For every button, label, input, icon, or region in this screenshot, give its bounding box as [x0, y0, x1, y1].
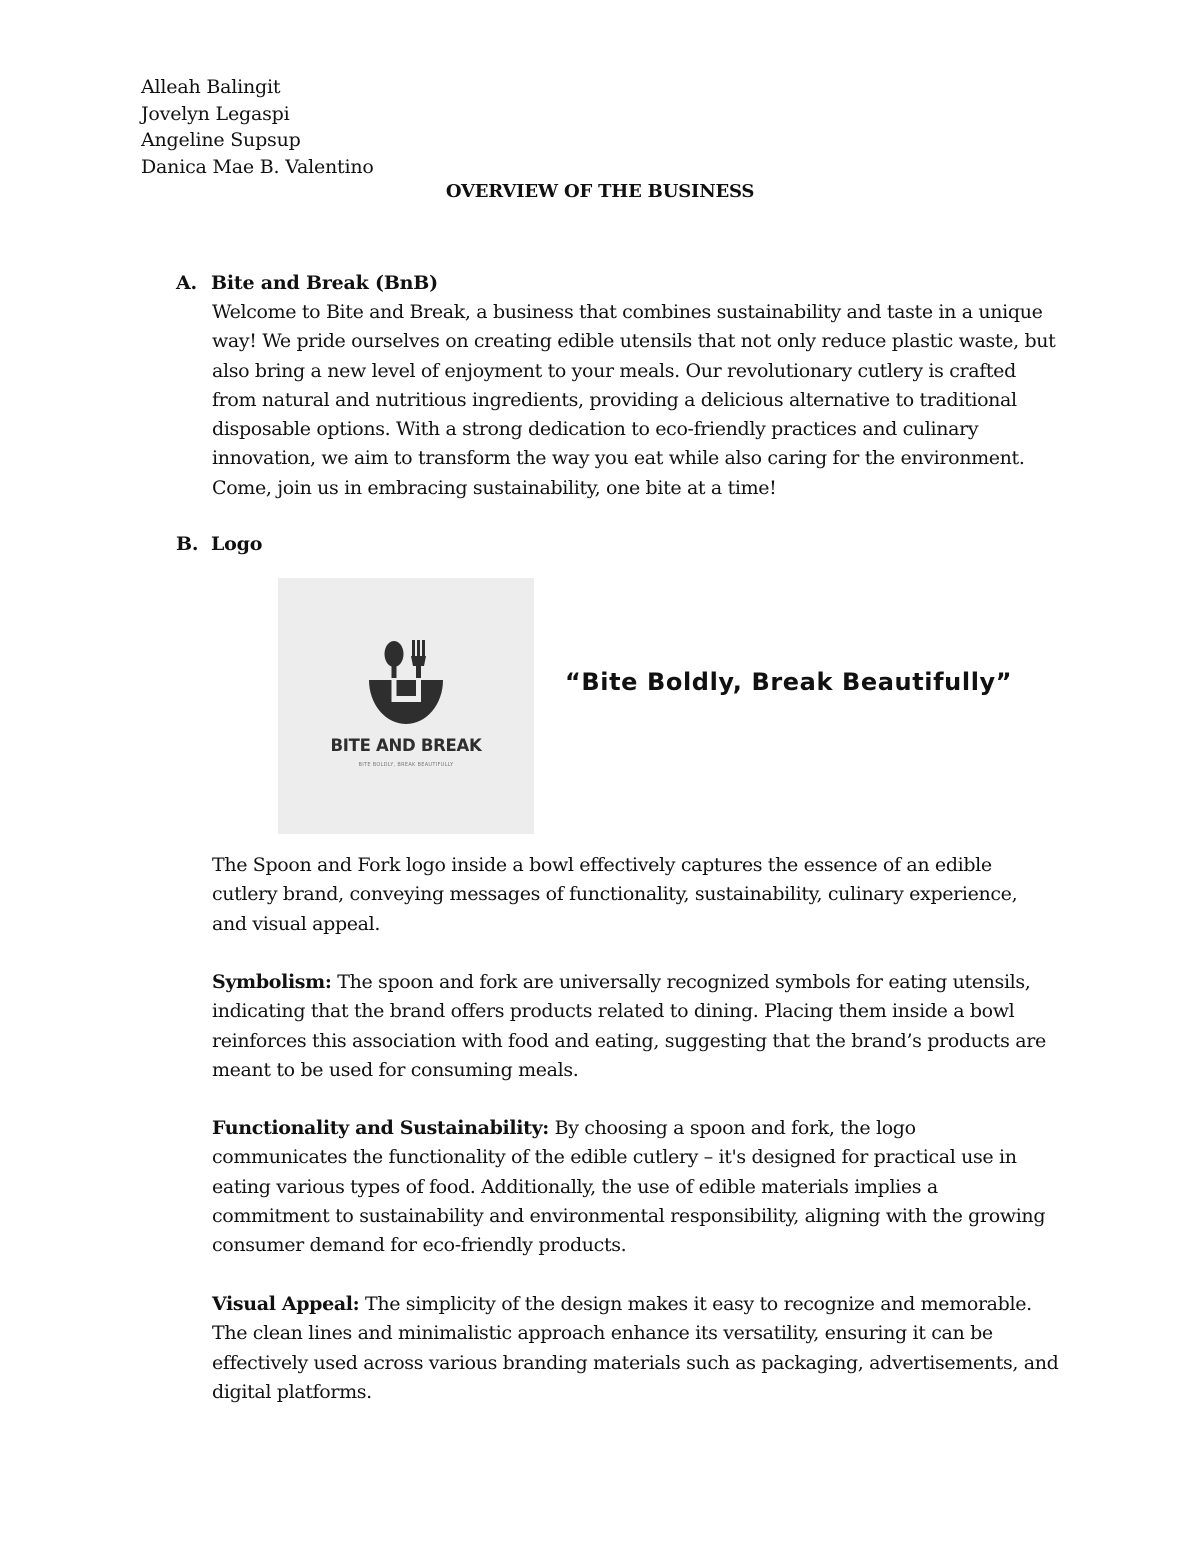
section-b-title: Logo — [211, 533, 263, 555]
paragraph-line: communicates the functionality of the edible cutlery – it's designed for practical use in — [212, 1146, 1017, 1169]
bowl-cutout — [394, 696, 418, 702]
fork-tine — [412, 640, 415, 658]
logo-wordmark: BITE AND BREAK — [330, 736, 482, 755]
section-a-title: Bite and Break (BnB) — [211, 272, 438, 294]
paragraph-line: effectively used across various branding materials such as packaging, advertisements, and — [212, 1351, 1059, 1374]
paragraph-line — [212, 968, 1072, 997]
section-a-heading — [176, 272, 438, 294]
author-name: Danica Mae B. Valentino — [141, 155, 374, 178]
logo-subtext: BITE BOLDLY, BREAK BEAUTIFULLY — [358, 762, 454, 768]
paragraph-line: way! We pride ourselves on creating edible utensils that not only reduce plastic waste, but — [212, 330, 1056, 353]
visual-appeal-label: Visual Appeal: — [212, 1293, 360, 1315]
paragraph-line: from natural and nutritious ingredients, providing a delicious alternative to traditional — [212, 388, 1017, 411]
paragraph-line: and visual appeal. — [212, 912, 381, 935]
section-a-paragraph — [212, 298, 1072, 503]
paragraph-line: disposable options. With a strong dedication to eco-friendly practices and culinary — [212, 418, 979, 441]
paragraph-line: innovation, we aim to transform the way you eat while also caring for the environment. — [212, 447, 1025, 470]
author-name: Angeline Supsup — [141, 129, 301, 151]
paragraph-line: commitment to sustainability and environmental responsibility, aligning with the growing — [212, 1204, 1046, 1227]
author-list — [141, 74, 374, 180]
symbolism-label: Symbolism: — [212, 971, 332, 993]
paragraph-line: Come, join us in embracing sustainability, one bite at a time! — [212, 476, 777, 499]
symbolism-paragraph — [212, 968, 1072, 1085]
brand-logo — [278, 578, 534, 834]
paragraph-line: The clean lines and minimalistic approach enhance its versatility, ensuring it can be — [212, 1322, 993, 1345]
paragraph-line: meant to be used for consuming meals. — [212, 1058, 579, 1081]
logo-intro-paragraph — [212, 851, 1072, 939]
paragraph-line — [212, 1114, 1072, 1143]
document-title: OVERVIEW OF THE BUSINESS — [445, 181, 755, 202]
paragraph-line: also bring a new level of enjoyment to your meals. Our revolutionary cutlery is crafted — [212, 359, 1016, 382]
paragraph-line: cutlery brand, conveying messages of functionality, sustainability, culinary experience, — [212, 883, 1018, 906]
author-name: Alleah Balingit — [141, 76, 281, 98]
paragraph-line: The Spoon and Fork logo inside a bowl effectively captures the essence of an edible — [212, 854, 992, 876]
paragraph-line: digital platforms. — [212, 1380, 372, 1403]
paragraph-line — [212, 1290, 1072, 1319]
paragraph-line: Welcome to Bite and Break, a business that combines sustainability and taste in a unique — [212, 301, 1043, 323]
visual-appeal-paragraph — [212, 1290, 1072, 1407]
fork-tine — [417, 640, 420, 658]
paragraph-text: By choosing a spoon and fork, the logo — [548, 1117, 916, 1139]
paragraph-text: The simplicity of the design makes it easy to recognize and memorable. — [359, 1293, 1032, 1315]
paragraph-line: reinforces this association with food and eating, suggesting that the brand’s products are — [212, 1029, 1046, 1052]
functionality-label: Functionality and Sustainability: — [212, 1117, 549, 1139]
paragraph-line: eating various types of food. Additionally, the use of edible materials implies a — [212, 1175, 938, 1198]
paragraph-line: indicating that the brand offers products related to dining. Placing them inside a bowl — [212, 1000, 1015, 1023]
brand-tagline: “Bite Boldly, Break Beautifully” — [565, 668, 1013, 696]
fork-tine — [422, 640, 425, 658]
section-a-marker: A. — [176, 272, 197, 294]
functionality-paragraph — [212, 1114, 1072, 1260]
author-name: Jovelyn Legaspi — [141, 102, 290, 125]
paragraph-text: The spoon and fork are universally recognized symbols for eating utensils, — [331, 971, 1031, 993]
section-b-heading — [176, 533, 262, 555]
section-b-marker: B. — [176, 533, 199, 555]
paragraph-line: consumer demand for eco-friendly products. — [212, 1234, 627, 1257]
bowl-spoon-fork-icon — [278, 578, 534, 834]
